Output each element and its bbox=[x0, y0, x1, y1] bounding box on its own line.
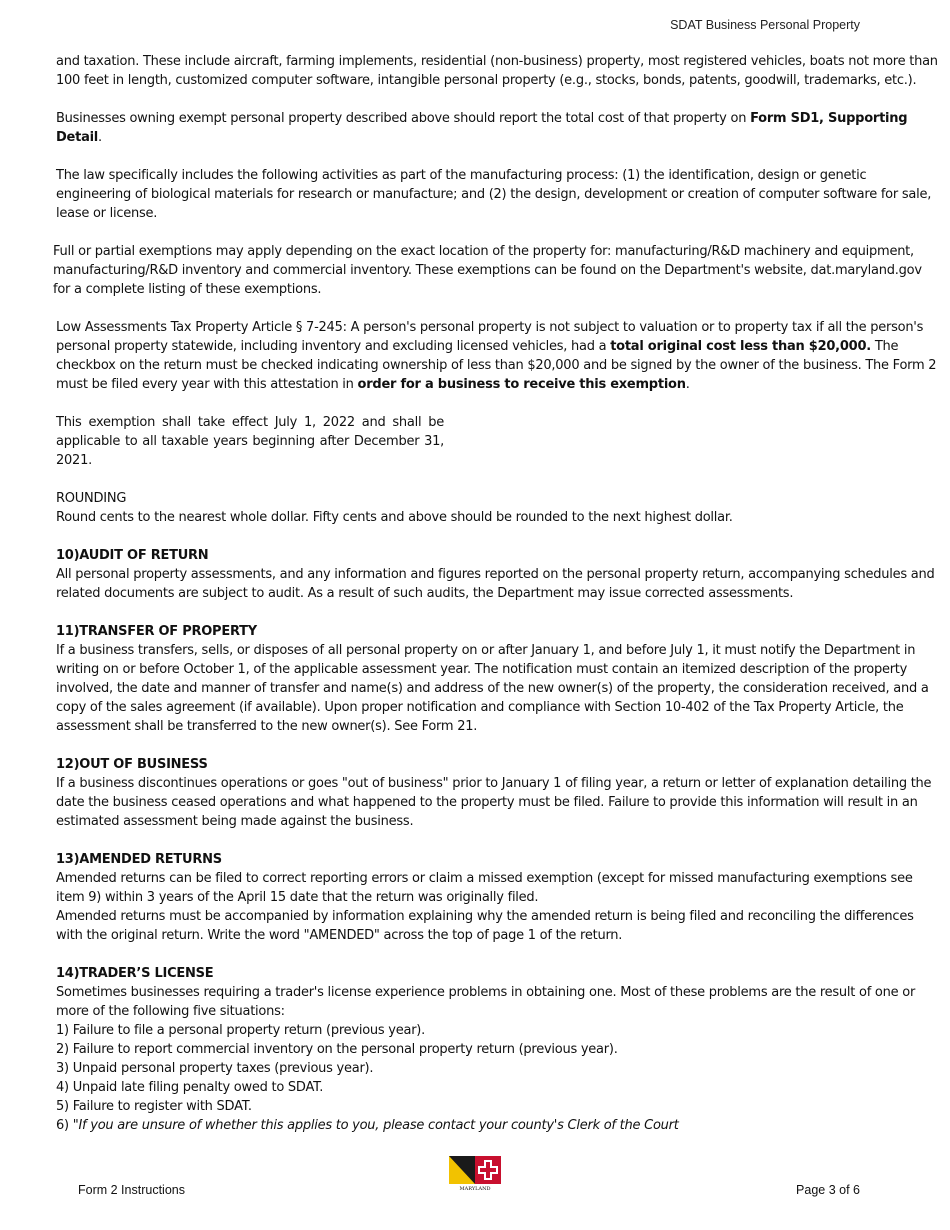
list-item bbox=[56, 1116, 941, 1135]
footer-form-name: Form 2 Instructions bbox=[78, 1183, 185, 1197]
paragraph-effective-date: This exemption shall take effect July 1, 2022 and shall be applicable to all taxable years beginning after December 31, 2021. bbox=[56, 415, 444, 468]
list-item: 2) Failure to report commercial inventory on the personal property return (previous year). bbox=[56, 1042, 618, 1057]
section-14-intro: Sometimes businesses requiring a trader's license experience problems in obtaining one. Most of these problems are the result of one or more of the following five situations: bbox=[56, 985, 916, 1019]
logo-text: MARYLAND bbox=[459, 1186, 491, 1192]
text: Low Assessments Tax Property Article § 7-245: A person's personal property is not subject to valuation or to property tax if all the person's personal property statewide, including inventory and excluding licensed vehicles, had a bbox=[56, 320, 924, 354]
section-11-text: If a business transfers, sells, or disposes of all personal property on or after January 1, and before July 1, it must notify the Department in writing on or before October 1, of the applicable assessment year. The notification must contain an itemized description of the property involved, the date and manner of transfer and name(s) and address of the new owner(s) of the property, the consideration received, and a copy of the sales agreement (if available). Upon proper notification and compliance with Section 10-402 of the Tax Property Article, the assessment shall be transferred to the new owner(s). See Form 21. bbox=[56, 643, 929, 734]
rounding-title: ROUNDING bbox=[56, 491, 127, 506]
list-item: 4) Unpaid late filing penalty owed to SDAT. bbox=[56, 1080, 324, 1095]
section-13-text: Amended returns can be filed to correct reporting errors or claim a missed exemption (except for missed manufacturing exemptions see item 9) within 3 years of the April 15 date that the return was originally filed. bbox=[56, 871, 913, 905]
section-13-text: Amended returns must be accompanied by information explaining why the amended return is being filed and reconciling the differences with the original return. Write the word "AMENDED" across the top of page 1 of the return. bbox=[56, 909, 914, 943]
section-11-title: 11)TRANSFER OF PROPERTY bbox=[56, 624, 257, 639]
text: The checkbox on the return must be checked indicating ownership of less than $20,000 and be signed by the owner of the business. The Form 2 must be filed every year with this attestation in bbox=[56, 339, 937, 392]
section-12-title: 12)OUT OF BUSINESS bbox=[56, 757, 208, 772]
section-14-title: 14)TRADER’S LICENSE bbox=[56, 966, 214, 981]
text: 6) " bbox=[56, 1118, 79, 1133]
paragraph-manufacturing-process: The law specifically includes the following activities as part of the manufacturing process: (1) the identification, design or genetic engineering of biological materials for research or manufacture; and (2) the design, development or creation of computer software for sale, lease or license. bbox=[56, 168, 932, 221]
paragraph-report-exempt bbox=[56, 109, 941, 147]
rounding-text: Round cents to the nearest whole dollar. Fifty cents and above should be rounded to the next highest dollar. bbox=[56, 510, 733, 525]
text: . bbox=[98, 130, 102, 145]
list-item: 3) Unpaid personal property taxes (previous year). bbox=[56, 1061, 374, 1076]
text: . bbox=[685, 377, 690, 392]
maryland-logo-icon bbox=[449, 1156, 501, 1192]
paragraph-partial-exemptions: Full or partial exemptions may apply depending on the exact location of the property for: manufacturing/R&D machinery and equipment, manufacturing/R&D inventory and commercial inventory. These exemptions can be found on the Department's website, dat.maryland.gov for a complete listing of these exemptions. bbox=[53, 244, 922, 297]
document-body bbox=[53, 52, 941, 1135]
paragraph-low-assessments bbox=[56, 318, 941, 394]
section-13-title: 13)AMENDED RETURNS bbox=[56, 852, 222, 867]
page-header-title: SDAT Business Personal Property bbox=[670, 18, 860, 32]
paragraph-exempt-property: and taxation. These include aircraft, farming implements, residential (non-business) property, most registered vehicles, boats not more than 100 feet in length, customized computer software, intangible personal property (e.g., stocks, bonds, patents, goodwill, trademarks, etc.). bbox=[56, 54, 938, 88]
section-10-text: All personal property assessments, and any information and figures reported on the personal property return, accompanying schedules and related documents are subject to audit. As a result of such audits, the Department may issue corrected assessments. bbox=[56, 567, 935, 601]
list-item: 1) Failure to file a personal property return (previous year). bbox=[56, 1023, 426, 1038]
text: Businesses owning exempt personal property described above should report the total cost of that property on bbox=[56, 111, 751, 126]
bold-cost-threshold: total original cost less than $20,000. bbox=[610, 339, 871, 354]
footer-page-number: Page 3 of 6 bbox=[796, 1183, 860, 1197]
form-sd1-ref: Form SD1, Supporting Detail bbox=[56, 111, 908, 145]
section-10-title: 10)AUDIT OF RETURN bbox=[56, 548, 209, 563]
section-12-text: If a business discontinues operations or goes "out of business" prior to January 1 of filing year, a return or letter of explanation detailing the date the business ceased operations and what happened to the property must be filed. Failure to provide this information will result in an estimated assessment being made against the business. bbox=[56, 776, 932, 829]
bold-exemption-note: order for a business to receive this exemption bbox=[357, 377, 686, 392]
italic-text: If you are unsure of whether this applies to you, please contact your county's Clerk of the Court bbox=[78, 1118, 679, 1133]
list-item: 5) Failure to register with SDAT. bbox=[56, 1099, 252, 1114]
